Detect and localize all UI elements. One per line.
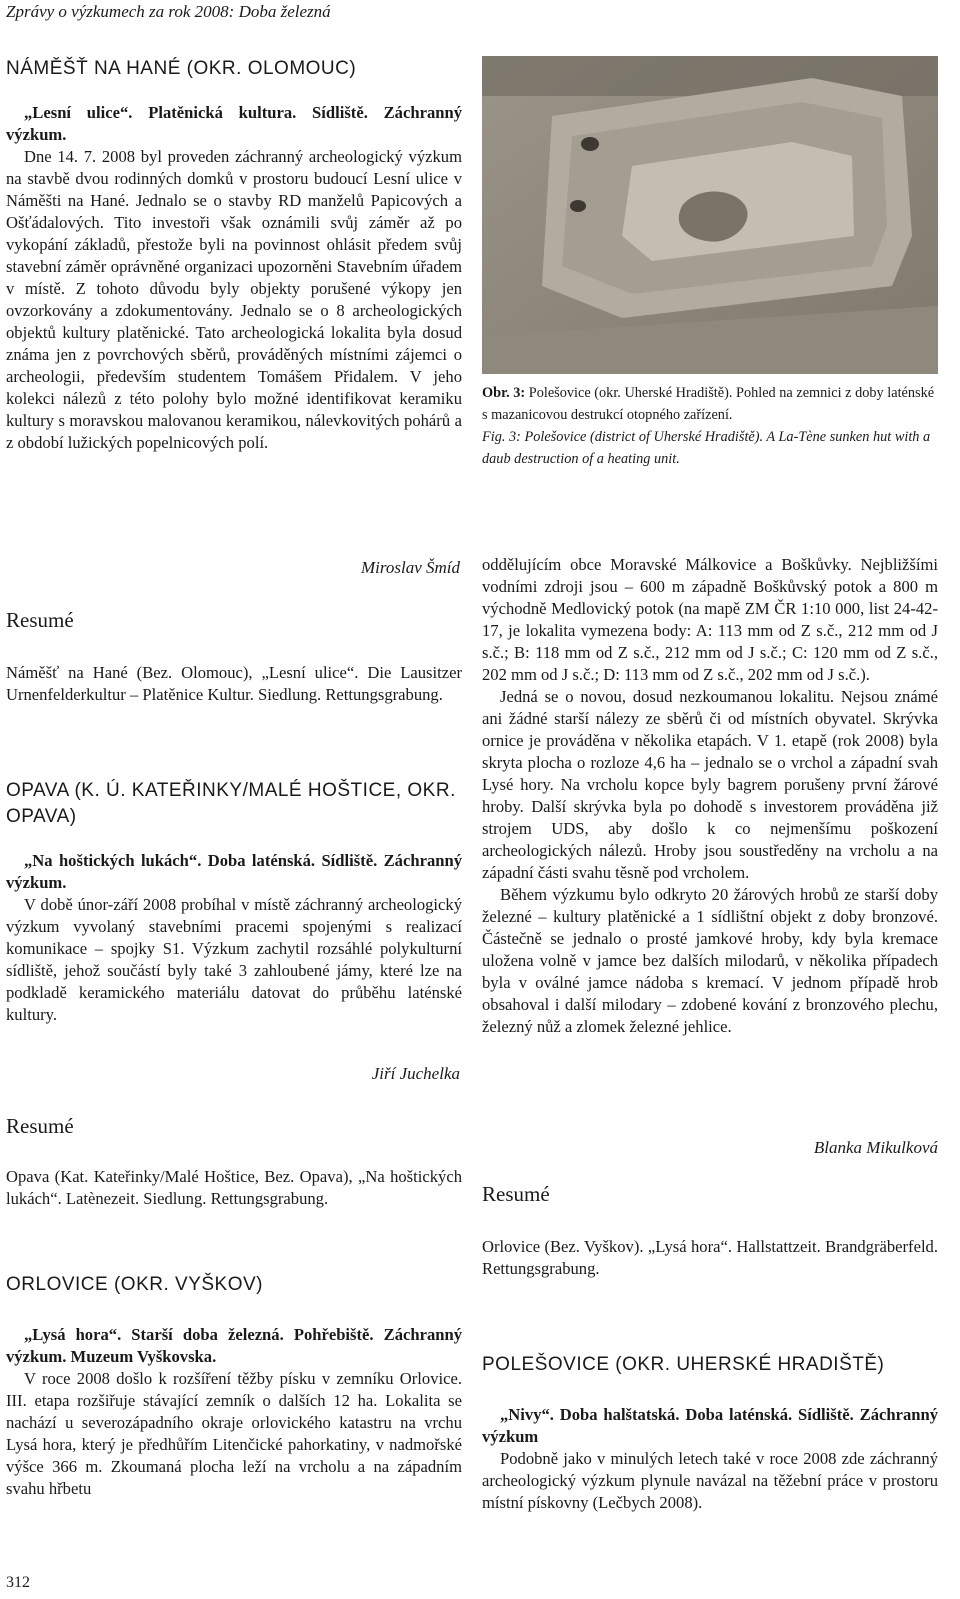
section-heading-opava: OPAVA (K. Ú. KATEŘINKY/MALÉ HOŠTICE, OKR. OPAVA) [6, 780, 456, 827]
author-juchelka: Jiří Juchelka [371, 1064, 460, 1083]
resume-paragraph: Orlovice (Bez. Vyškov). „Lysá hora“. Hallstattzeit. Brandgräberfeld. Rettungsgrabung. [482, 1237, 938, 1278]
section-body: Dne 14. 7. 2008 byl proveden záchranný archeologický výzkum na stavbě dvou rodinných domků v prostoru budoucí Lesní ulice v Náměšti na Hané. Jednalo se o stavby RD manželů Papicových a Ošťádalových. Tito investoři však oznámili svůj záměr až po vykopání základů, přestože byli na povinnost ohlásit předem svůj stavební záměr oprávněné organizaci upozorněni Stavebním úřadem v místě. Z tohoto důvodu byly objekty porušené výkopy jen ovzorkovány a zdokumentovány. Jednalo se o 8 archeologických objektů kultury platěnické. Tato archeologická lokalita byla dosud známa jen z povrchových sběrů, prováděných místními zájemci o archeologii, především studentem Tomášem Přidalem. V jeho kolekci nálezů z této polohy bylo možné identifikovat keramiku kultury s moravskou malovanou keramikou, nálevkovitých pohárů a z období lužických popelnicových polí. [6, 147, 462, 452]
caption-label: Obr. 3: [482, 385, 526, 401]
section-heading-orlovice: ORLOVICE (OKR. VYŠKOV) [6, 1274, 263, 1295]
body-paragraph: Během výzkumu bylo odkryto 20 žárových hrobů ze starší doby železné – kultury platěnické a 1 sídlištní objekt z doby bronzové. Částečně se jednalo o prosté jamkové hroby, kdy byla kremace uložena volně v jamce bez dalších milodarů, v několika případech byla v oválné jamce nádoba s kremací. V jednom případě hrob obsahoval i další milodary – zdobené kování z bronzového plechu, železný nůž a zlomek železné jehlice. [482, 885, 938, 1036]
body-paragraph: Jedná se o novou, dosud nezkoumanou lokalitu. Nejsou známé ani žádné starší nálezy ze sběrů či od místních obyvatel. Skrývka ornice je prováděna v několika etapách. V 1. etapě (rok 2008) byla skryta plocha o rozloze 4,6 ha – jednalo se o vrchol a západní svah Lysé hory. Na vrcholu kopce byly bagrem porušeny první žárové hroby. Další skrývka byla po dohodě s investorem prováděna již strojem UDS, aby došlo k co nejmenšímu poškození archeologických nálezů. Hroby jsou soustředěny na vrcholu a na západní části svahu těsně pod vrcholem. [482, 687, 938, 882]
caption-czech [482, 382, 940, 426]
section-body: V době únor-září 2008 probíhal v místě záchranný archeologický výzkum vyvolaný stavebními pracemi spojenými s realizací komunikace – spojky S1. Výzkum zachytil rozsáhlé polykulturní sídliště, jehož součástí byly také 3 zahloubené jámy, které lze na podkladě keramického materiálu datovat do průběhu laténské kultury. [6, 895, 462, 1024]
resume-text [6, 662, 462, 706]
resume-heading: Resumé [482, 1182, 550, 1206]
section-subtitle: „Lesní ulice“. Platěnická kultura. Sídliště. Záchranný výzkum. [6, 103, 462, 144]
section-opava [6, 850, 462, 1026]
excavation-photo-drawing [482, 56, 938, 374]
author-mikulkova: Blanka Mikulková [813, 1138, 938, 1157]
author-smid: Miroslav Šmíd [360, 558, 460, 577]
resume-paragraph: Náměšť na Hané (Bez. Olomouc), „Lesní ulice“. Die Lausitzer Urnenfelderkultur – Platěnice Kultur. Siedlung. Rettungsgrabung. [6, 663, 462, 704]
section-namest [6, 102, 462, 454]
resume-paragraph: Opava (Kat. Kateřinky/Malé Hoštice, Bez. Opava), „Na hoštických lukách“. Latènezeit. Siedlung. Rettungsgrabung. [6, 1167, 462, 1208]
resume-text [482, 1236, 938, 1280]
resume-text [6, 1166, 462, 1210]
section-polesovice [482, 1404, 938, 1514]
section-orlovice [6, 1324, 462, 1500]
section-body: V roce 2008 došlo k rozšíření těžby písku v zemníku Orlovice. III. etapa rozšiřuje stávající zemník o dalších 12 ha. Lokalita se nachází u severozápadního okraje orlovického katastru na vrchu Lysá hora, který je předhůřím Litenčické pahorkatiny, v nadmořské výšce 366 m. Zkoumaná plocha leží na vrcholu a na západním svahu hřbetu [6, 1369, 462, 1498]
section-heading-polesovice: POLEŠOVICE (OKR. UHERSKÉ HRADIŠTĚ) [482, 1354, 885, 1375]
figure-caption [482, 382, 940, 470]
section-subtitle: „Nivy“. Doba halštatská. Doba laténská. Sídliště. Záchranný výzkum [482, 1405, 938, 1446]
section-subtitle: „Na hoštických lukách“. Doba laténská. Sídliště. Záchranný výzkum. [6, 851, 462, 892]
excavation-photo [482, 56, 938, 374]
section-orlovice-continued [482, 554, 938, 1038]
resume-heading: Resumé [6, 1114, 74, 1138]
section-body: Podobně jako v minulých letech také v roce 2008 zde záchranný archeologický výzkum plynule navázal na těžební práce v prostoru místní pískovny (Lečbych 2008). [482, 1449, 938, 1512]
caption-english: Fig. 3: Polešovice (district of Uherské Hradiště). A La-Tène sunken hut with a daub destruction of a heating unit. [482, 429, 931, 467]
caption-czech-text: Polešovice (okr. Uherské Hradiště). Pohled na zemnici z doby laténské s mazanicovou destrukcí otopného zařízení. [482, 385, 935, 423]
running-header: Zprávy o výzkumech za rok 2008: Doba železná [6, 2, 331, 21]
resume-heading: Resumé [6, 608, 74, 632]
body-paragraph: oddělujícím obce Moravské Málkovice a Boškůvky. Nejbližšími vodními zdroji jsou – 600 m západně Boškůvský potok a 800 m východně Medlovický potok (na mapě ZM ČR 1:10 000, list 24-42-17, je lokalita vymezena body: A: 113 mm od Z s.č., 212 mm od J s.č.; B: 118 mm od Z s.č., 212 mm od J s.č.; C: 120 mm od Z s.č., 202 mm od J s.č.; D: 113 mm od Z s.č., 202 mm od J s.č.). [482, 555, 938, 684]
page-number: 312 [6, 1574, 30, 1591]
section-subtitle: „Lysá hora“. Starší doba železná. Pohřebiště. Záchranný výzkum. Muzeum Vyškovska. [6, 1325, 462, 1366]
section-heading-namest: NÁMĚŠŤ NA HANÉ (OKR. OLOMOUC) [6, 58, 357, 79]
